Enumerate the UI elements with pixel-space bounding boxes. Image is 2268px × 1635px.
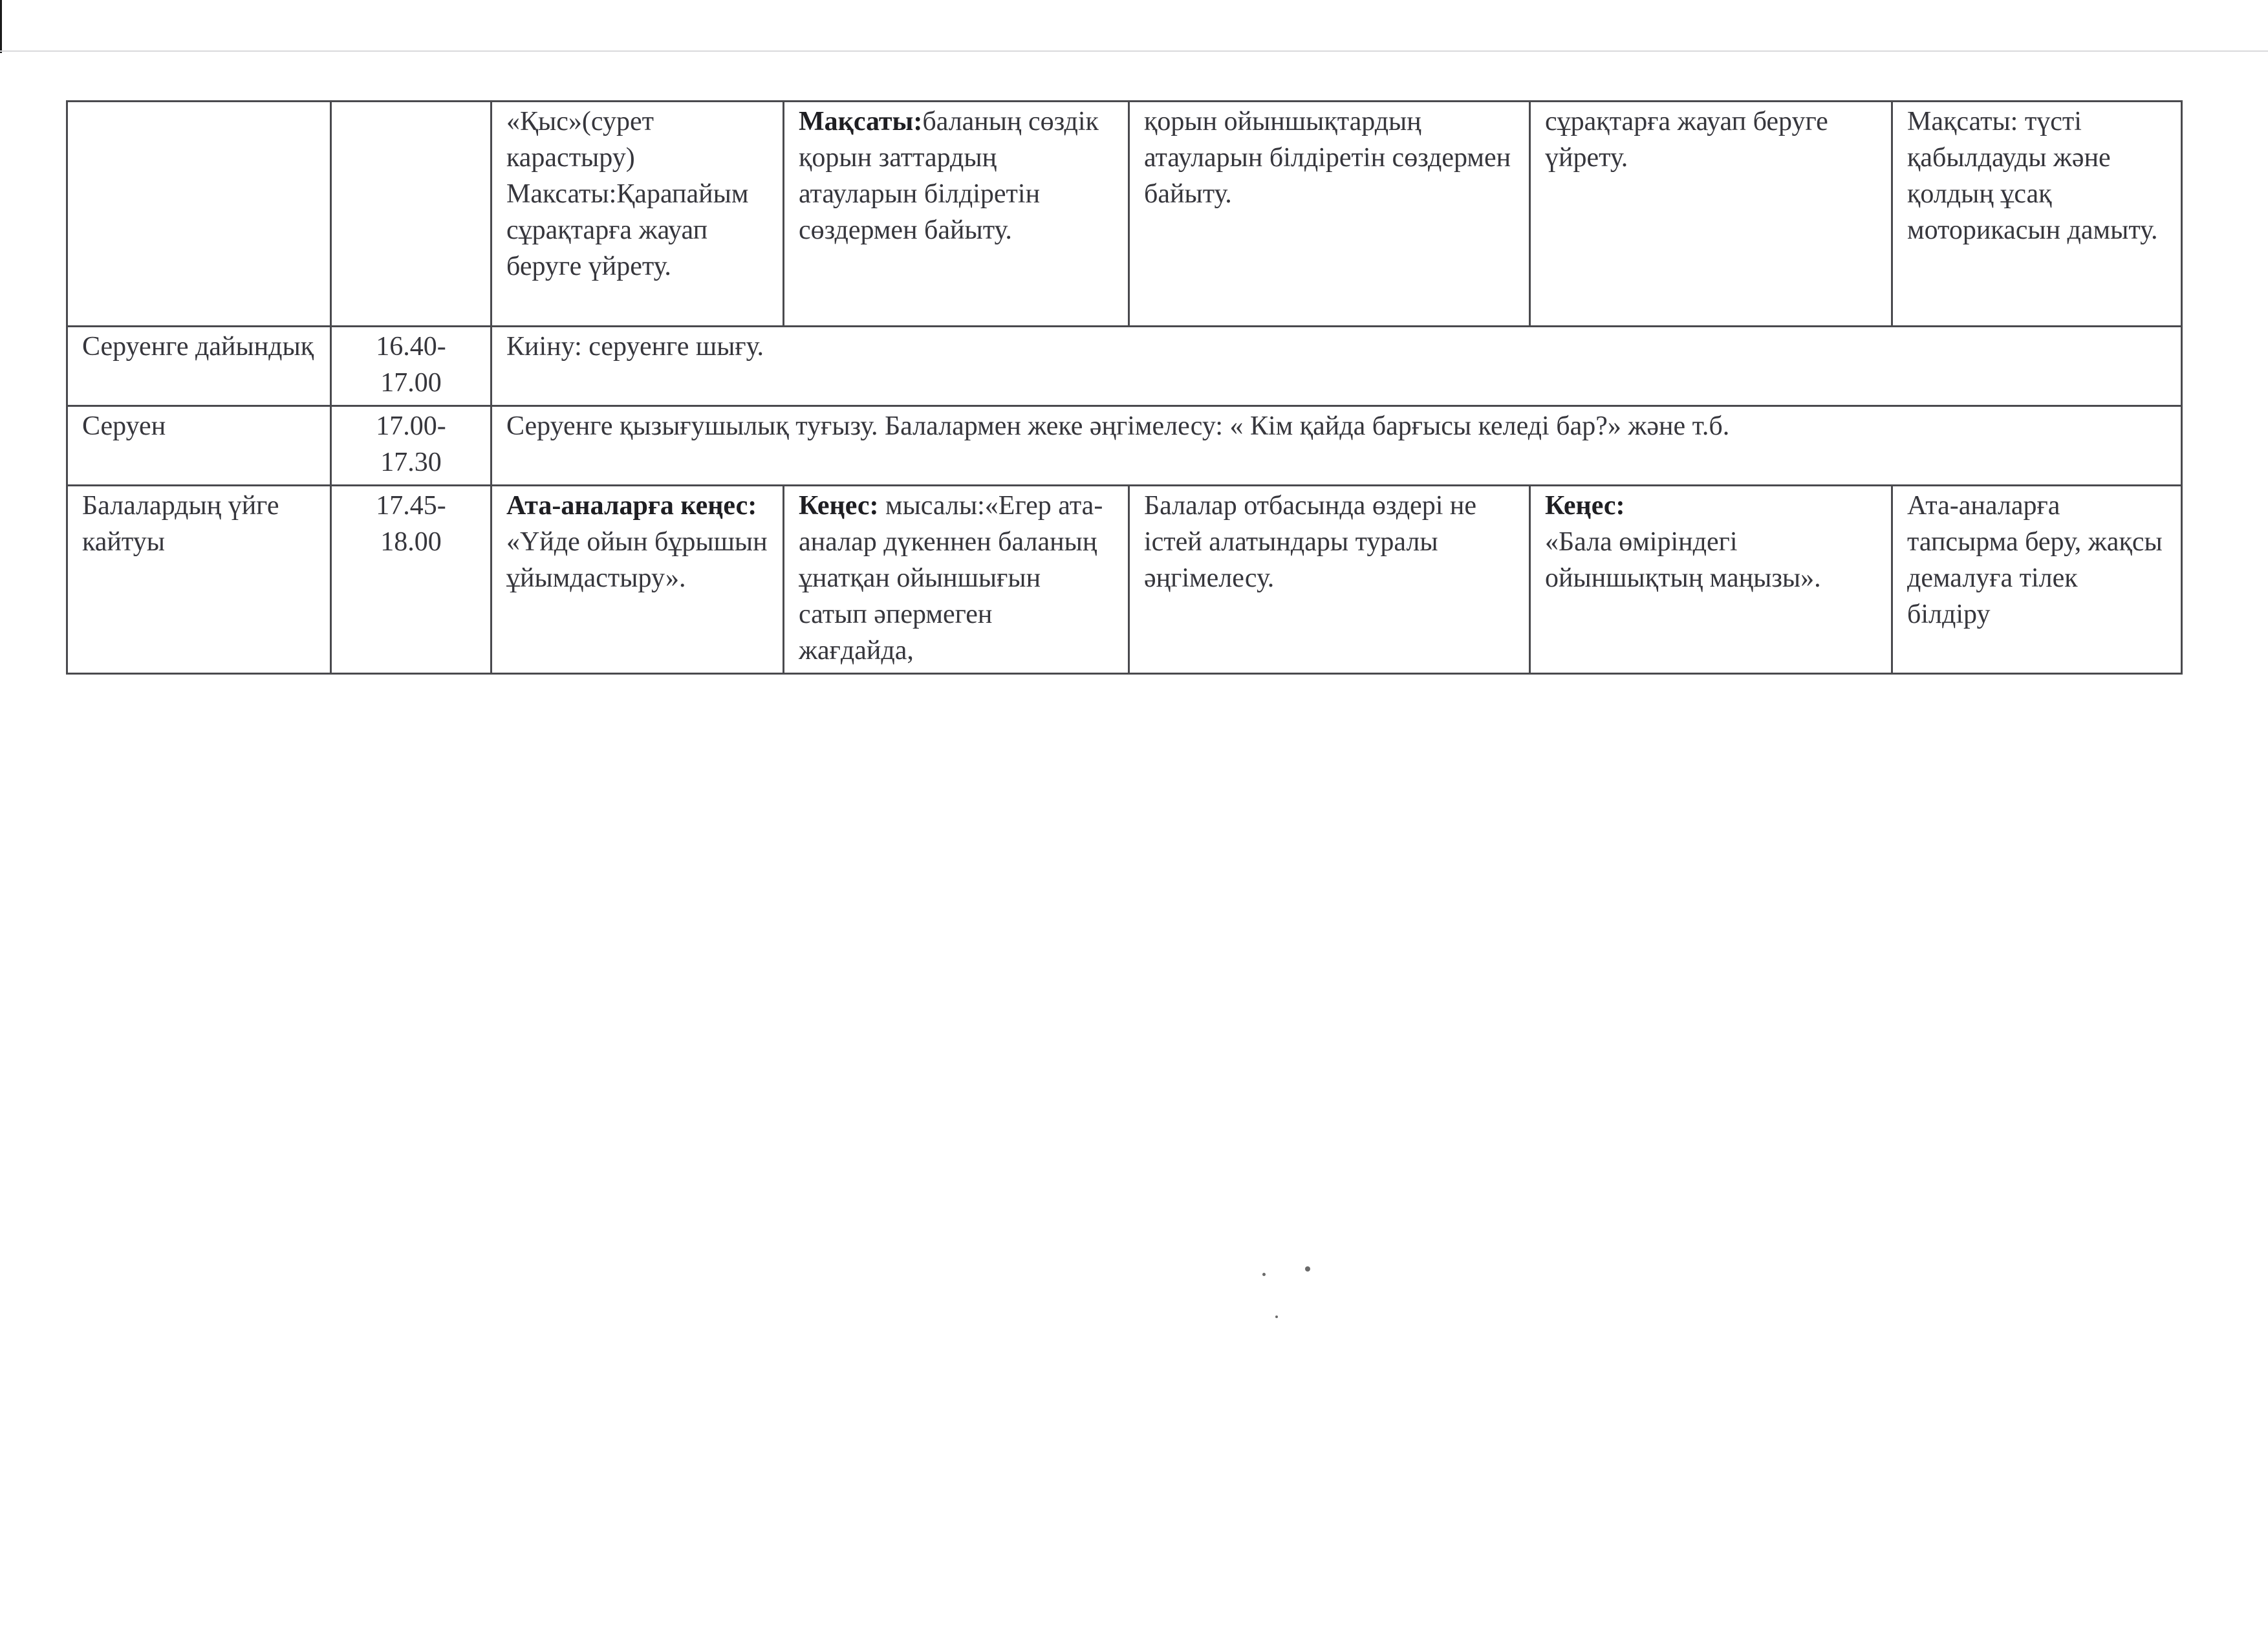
table-row — [67, 102, 2182, 327]
content-cell: Балалар отбасында өздері не істей алатындары туралы әңгімелесу. — [1129, 486, 1530, 674]
scan-edge-mark — [0, 0, 2, 53]
activity-cell: Балалардың үйге кайтуы — [67, 486, 331, 674]
goal-text: баланың сөздік қорын заттардың атауларын білдіретін сөздермен байыту. — [799, 107, 1099, 245]
content-cell: Ата-аналарға тапсырма беру, жақсы демалуға тілек білдіру — [1892, 486, 2182, 674]
table-row — [67, 406, 2182, 486]
content-cell — [491, 486, 784, 674]
content-cell: Серуенге қызығушылық туғызу. Балалармен жеке әңгімелесу: « Кім қайда барғысы келеді бар?» және т.б. — [491, 406, 2182, 486]
activity-cell: Серуенге дайындық — [67, 327, 331, 406]
advice-text: «Бала өміріндегі ойыншықтың маңызы». — [1545, 527, 1821, 593]
content-cell — [1530, 486, 1892, 674]
scan-speck — [1262, 1273, 1266, 1276]
time-cell: 17.00-17.30 — [331, 406, 491, 486]
daily-plan-table — [66, 100, 2183, 675]
scan-edge-line — [0, 50, 2268, 52]
advice-label: Кеңес: — [799, 491, 879, 521]
content-cell — [784, 102, 1129, 327]
content-cell — [784, 486, 1129, 674]
advice-label: Ата-аналарға кеңес: — [506, 491, 757, 521]
goal-label: Мақсаты: — [799, 107, 923, 136]
advice-text: «Үйде ойын бұрышын ұйымдастыру». — [506, 527, 768, 593]
scan-speck — [1275, 1316, 1278, 1318]
table-row — [67, 486, 2182, 674]
content-cell: сұрақтарға жауап беруге үйрету. — [1530, 102, 1892, 327]
scan-speck — [1305, 1266, 1310, 1272]
advice-text: мысалы:«Егер ата-аналар дүкеннен баланың ұнатқан ойыншығын сатып әпермеген жағдайда, — [799, 491, 1103, 666]
advice-label: Кеңес: — [1545, 491, 1625, 521]
table-row — [67, 327, 2182, 406]
activity-cell — [67, 102, 331, 327]
time-cell — [331, 102, 491, 327]
time-cell: 16.40-17.00 — [331, 327, 491, 406]
content-cell: Киіну: серуенге шығу. — [491, 327, 2182, 406]
content-cell: қорын ойыншықтардың атауларын білдіретін сөздермен байыту. — [1129, 102, 1530, 327]
time-cell: 17.45-18.00 — [331, 486, 491, 674]
content-cell: «Қыс»(сурет карастыру) Максаты:Қарапайым сұрақтарға жауап беруге үйрету. — [491, 102, 784, 327]
content-cell: Мақсаты: түсті қабылдауды және қолдың ұсақ моторикасын дамыту. — [1892, 102, 2182, 327]
activity-cell: Серуен — [67, 406, 331, 486]
